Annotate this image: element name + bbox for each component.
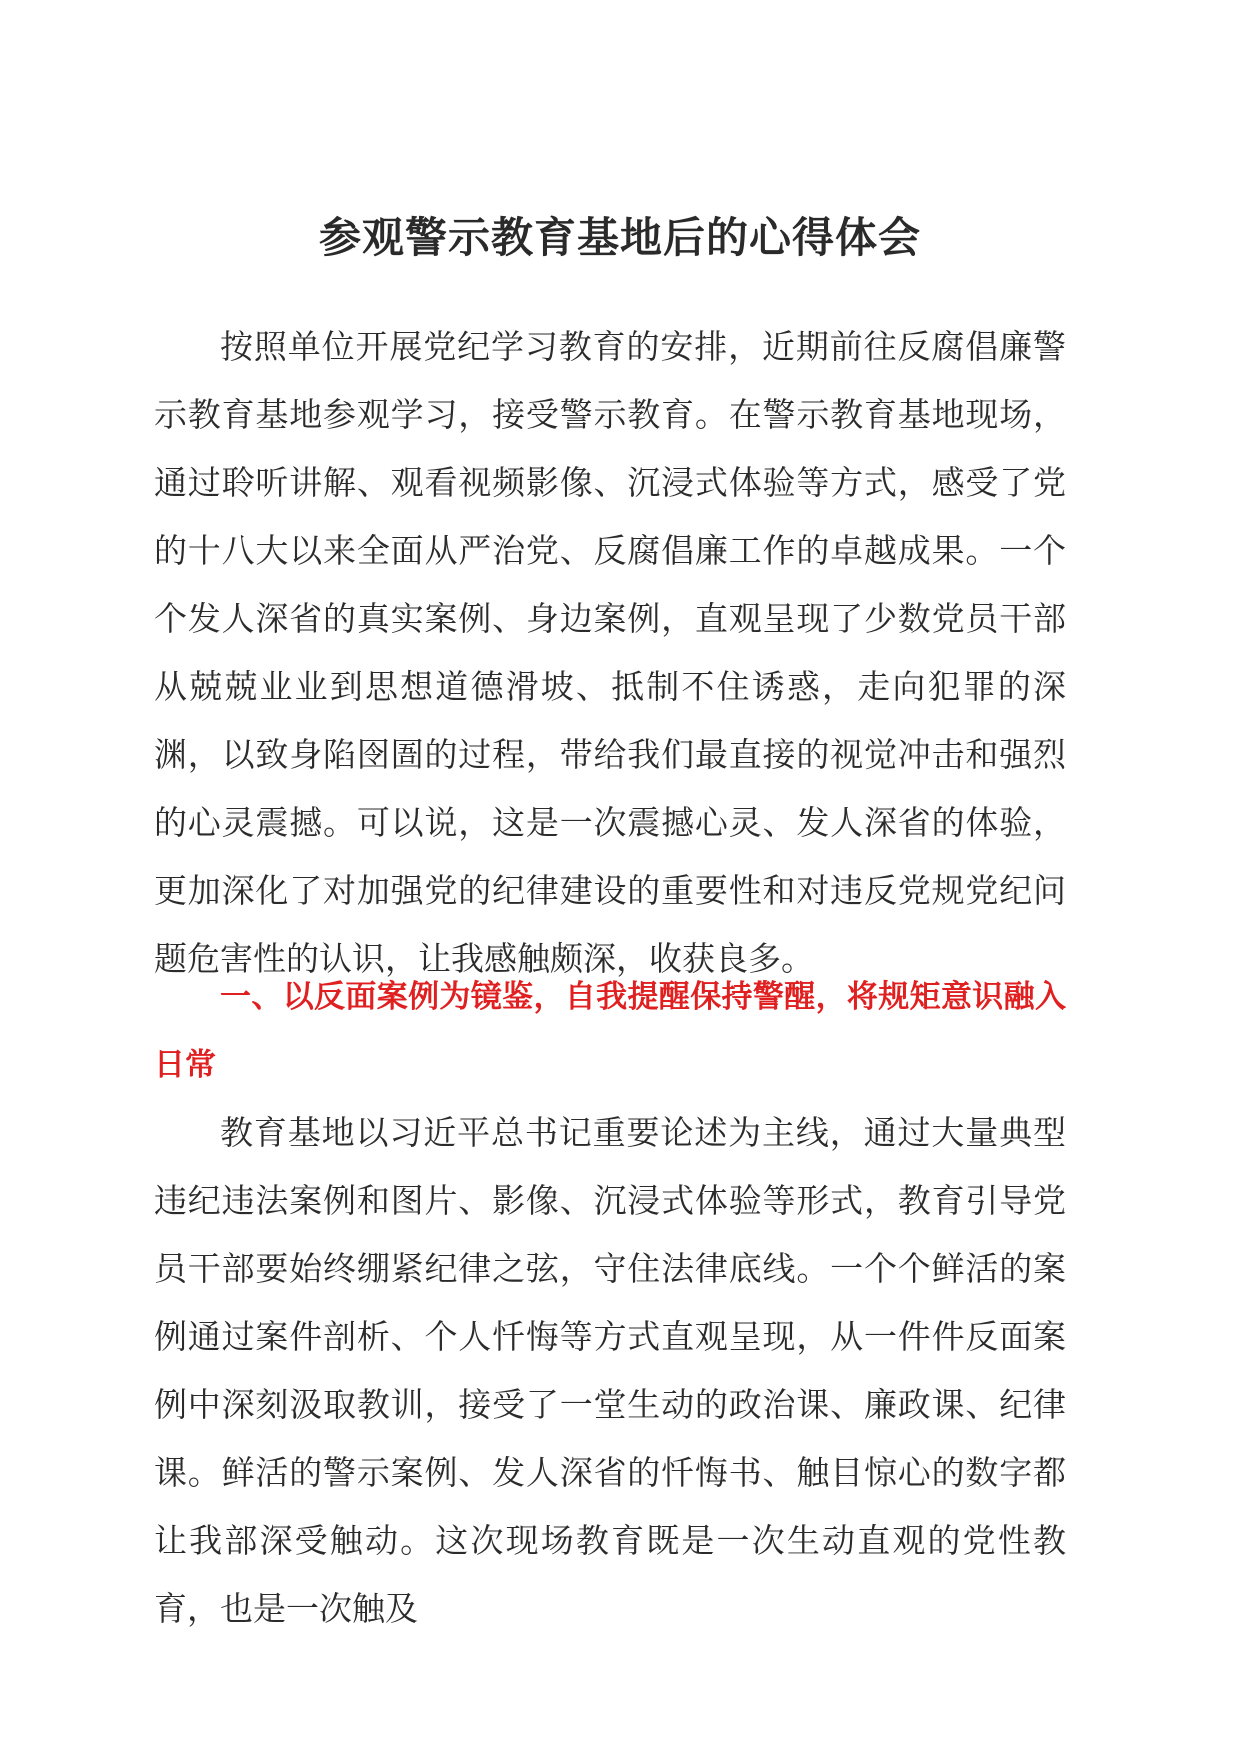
paragraph-section-1: 教育基地以习近平总书记重要论述为主线，通过大量典型违纪违法案例和图片、影像、沉浸式体验等形式，教育引导党员干部要始终绷紧纪律之弦，守住法律底线。一个个鲜活的案例通过案件剖析、个人忏悔等方式直观呈现，从一件件反面案例中深刻汲取教训，接受了一堂生动的政治课、廉政课、纪律课。鲜活的警示案例、发人深省的忏悔书、触目惊心的数字都让我部深受触动。这次现场教育既是一次生动直观的党性教育，也是一次触及 <box>154 1113 1066 1628</box>
document-title: 参观警示教育基地后的心得体会 <box>318 213 921 262</box>
paragraph-intro: 按照单位开展党纪学习教育的安排，近期前往反腐倡廉警示教育基地参观学习，接受警示教育。在警示教育基地现场，通过聆听讲解、观看视频影像、沉浸式体验等方式，感受了党的十八大以来全面从严治党、反腐倡廉工作的卓越成果。一个个发人深省的真实案例、身边案例，直观呈现了少数党员干部从兢兢业业到思想道德滑坡、抵制不住诱惑，走向犯罪的深渊，以致身陷囹圄的过程，带给我们最直接的视觉冲击和强烈的心灵震撼。可以说，这是一次震撼心灵、发人深省的体验，更加深化了对加强党的纪律建设的重要性和对违反党规党纪问题危害性的认识，让我感触颇深，收获良多。 <box>154 327 1066 978</box>
section-heading-1: 一、以反面案例为镜鉴，自我提醒保持警醒，将规矩意识融入日常 <box>154 979 1066 1083</box>
